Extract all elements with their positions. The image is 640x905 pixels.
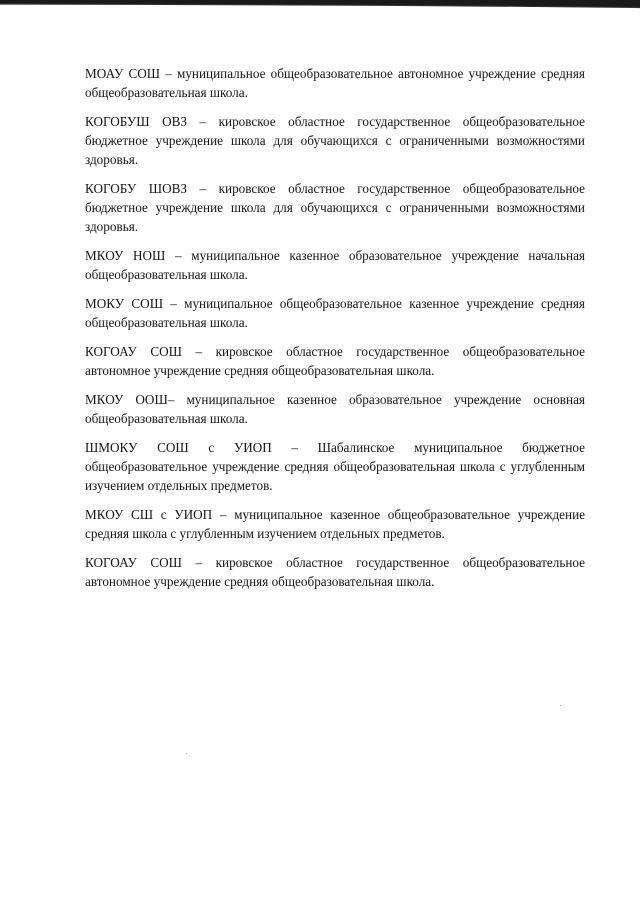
abbreviation-entry-6: КОГОАУ СОШ – кировское областное государственное общеобразовательное автономное учреждение средняя общеобразовательная школа.	[85, 344, 585, 378]
abbreviation-entry-8: ШМОКУ СОШ с УИОП – Шабалинское муниципальное бюджетное общеобразовательное учреждение средняя общеобразовательная школа с углубленным изучением отдельных предметов.	[85, 440, 585, 493]
abbreviation-entry-5: МОКУ СОШ – муниципальное общеобразовательное казенное учреждение средняя общеобразовательная школа.	[85, 296, 585, 330]
abbreviation-entry-1: МОАУ СОШ – муниципальное общеобразовательное автономное учреждение средняя общеобразовательная школа.	[85, 66, 585, 100]
scan-speck	[560, 705, 561, 706]
abbreviation-entry-9: МКОУ СШ с УИОП – муниципальное казенное общеобразовательное учреждение средняя школа с углубленным изучением отдельных предметов.	[85, 507, 585, 541]
abbreviation-entry-4: МКОУ НОШ – муниципальное казенное образовательное учреждение начальная общеобразовательная школа.	[85, 248, 585, 282]
scan-speck	[186, 753, 187, 754]
scan-top-edge	[0, 0, 640, 12]
abbreviation-entry-3: КОГОБУ ШОВЗ – кировское областное государственное общеобразовательное бюджетное учреждение школа для обучающихся с ограниченными возможностями здоровья.	[85, 181, 585, 234]
scan-edge-stroke	[0, 4, 640, 8]
document-page	[85, 64, 585, 601]
scan-shadow-line	[0, 0, 640, 8]
abbreviation-entry-2: КОГОБУШ ОВЗ – кировское областное государственное общеобразовательное бюджетное учреждение школа для обучающихся с ограниченными возможностями здоровья.	[85, 114, 585, 167]
abbreviation-entry-10: КОГОАУ СОШ – кировское областное государственное общеобразовательное автономное учреждение средняя общеобразовательная школа.	[85, 555, 585, 589]
abbreviation-entry-7: МКОУ ООШ– муниципальное казенное образовательное учреждение основная общеобразовательная школа.	[85, 392, 585, 426]
